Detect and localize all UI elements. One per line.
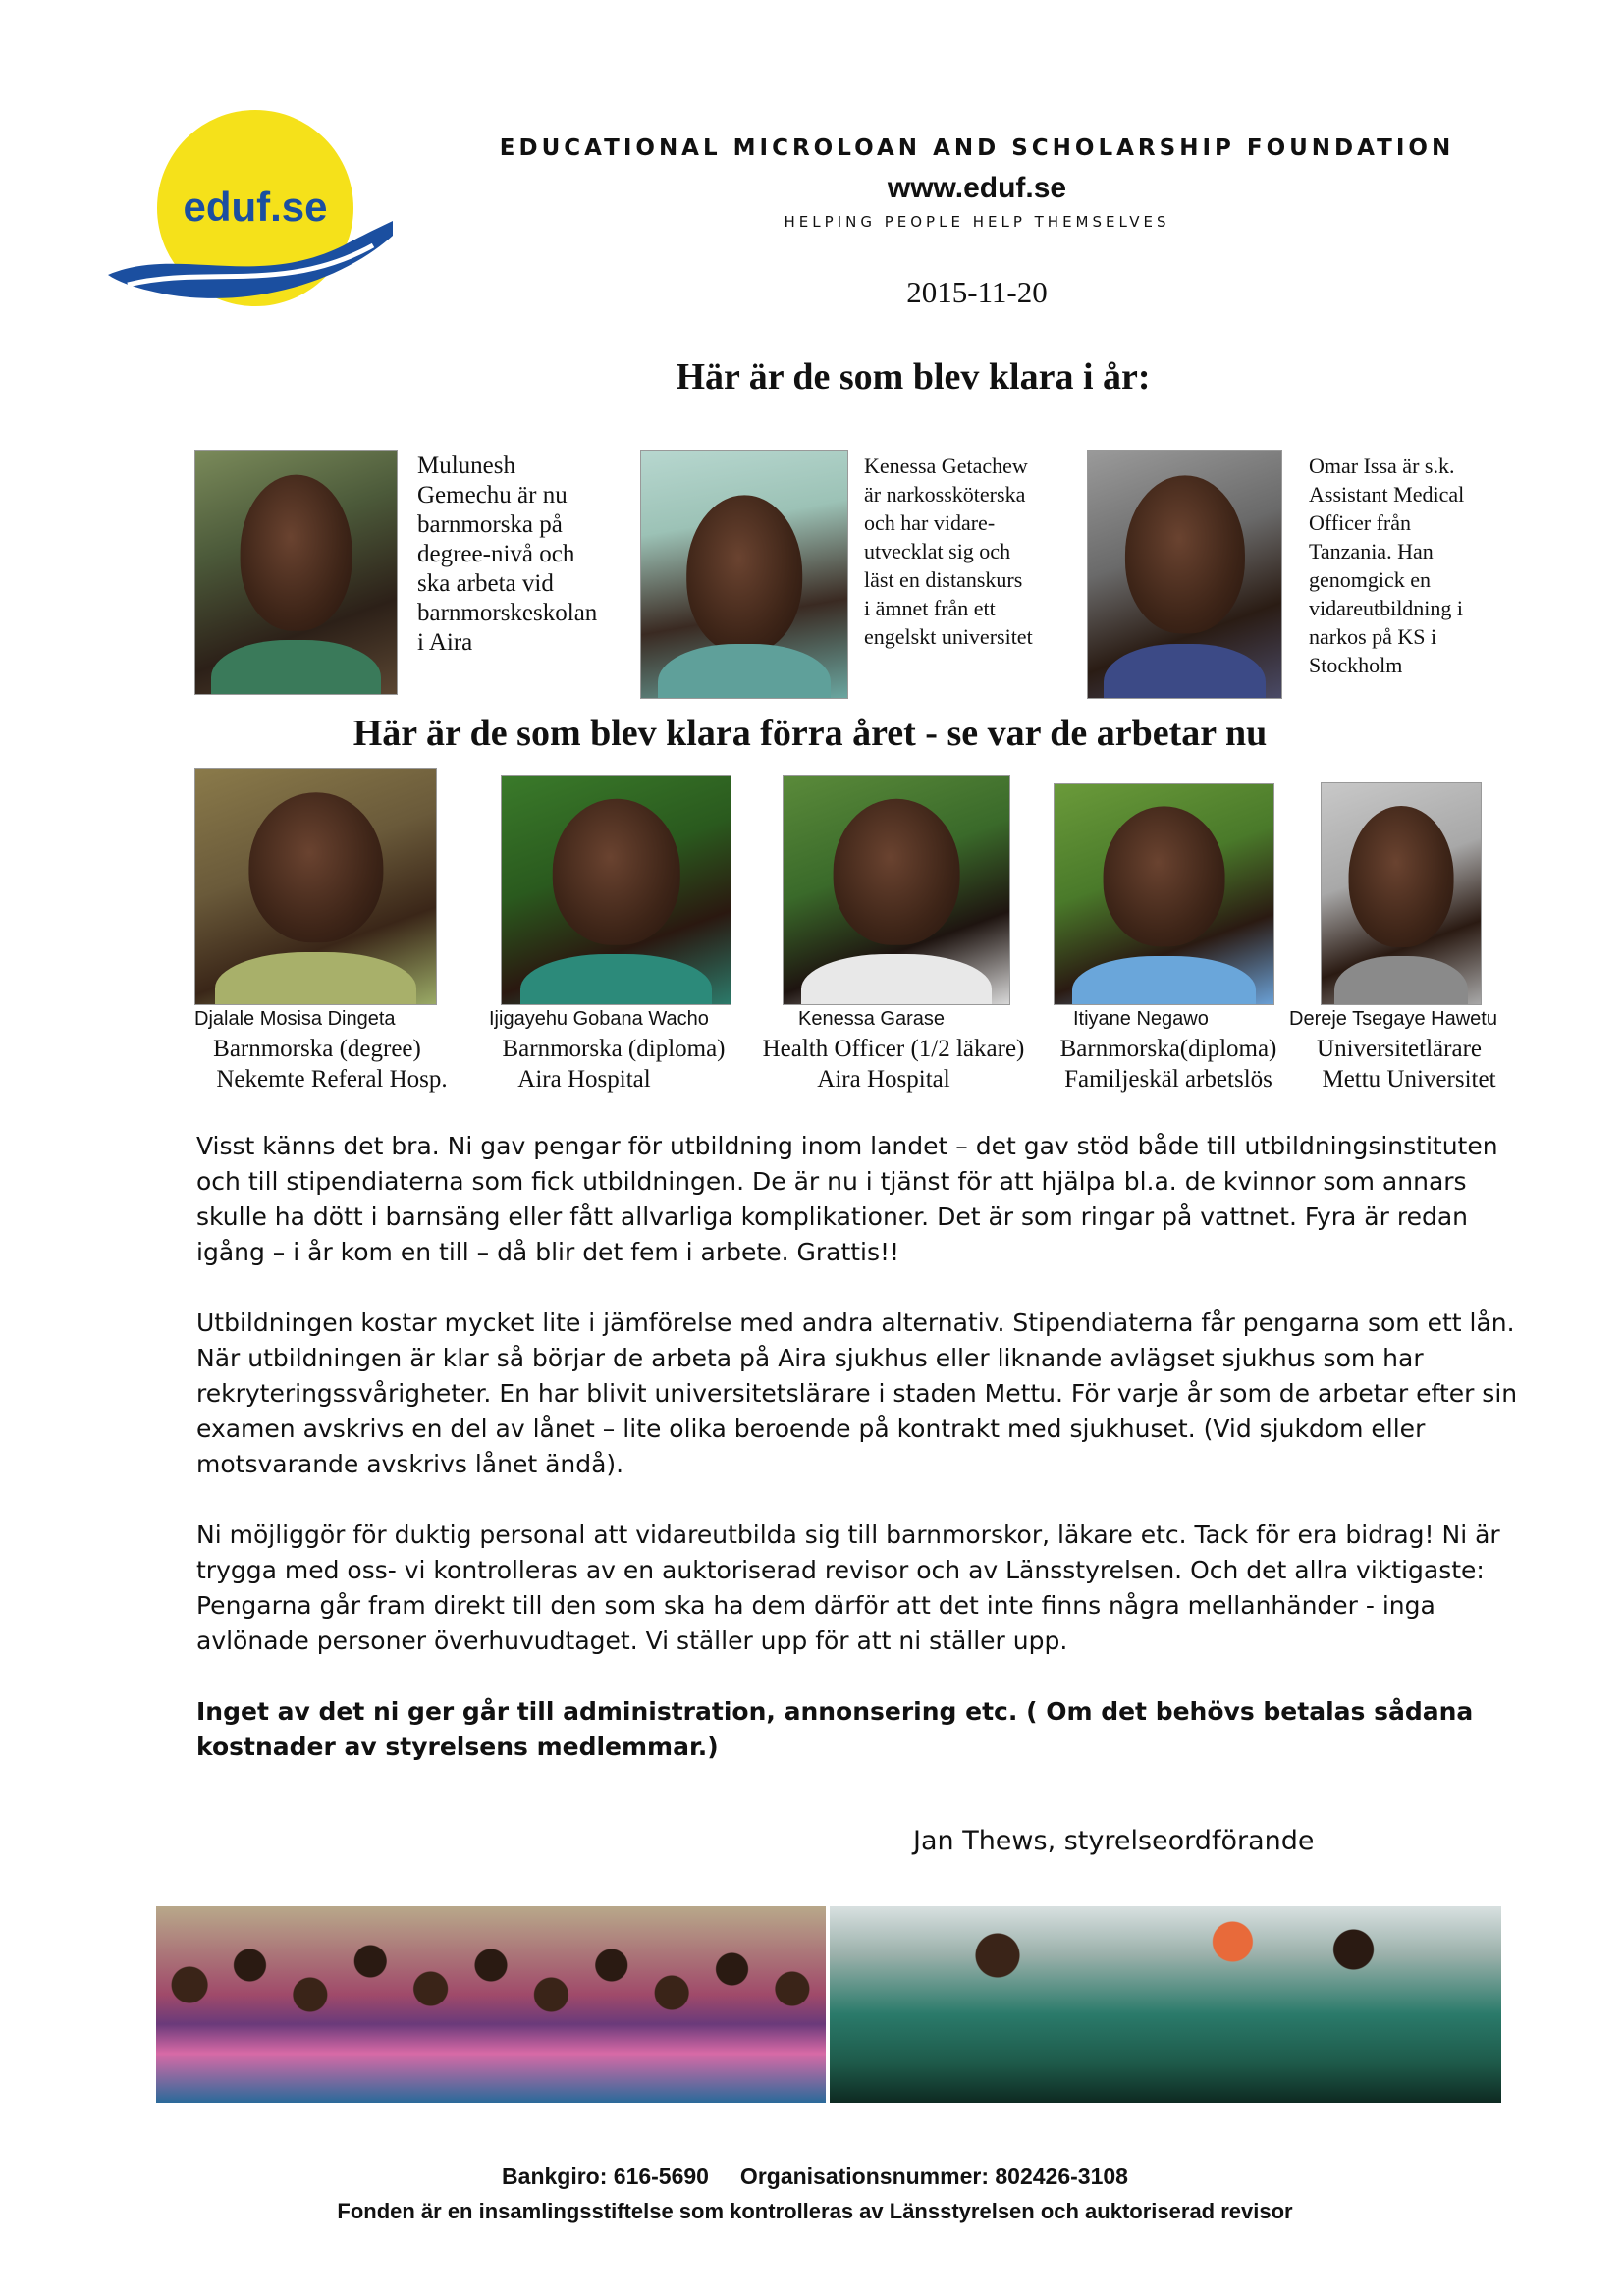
graduate-workplace: Familjeskäl arbetslös [1064,1066,1272,1093]
graduate-role: Health Officer (1/2 läkare) [762,1036,1025,1062]
paragraph-1: Visst känns det bra. Ni gav pengar för utbildning inom landet – det gav stöd både till utbildningsinstituten och till stipendiaterna som fick utbildningen. De är nu i tjänst för att hjälpa bl.a. de kvinnor som annars skulle ha dött i barnsäng eller fått allvarliga komplikationer. Det är som ringar på vattnet. Fyra är redan igång – i år kom en till – då blir det fem i arbete. Grattis!! [196,1132,1498,1266]
website-url[interactable]: www.eduf.se [887,172,1067,204]
graduate-workplace: Aira Hospital [517,1066,651,1093]
operating-room-photo [830,1906,1501,2103]
signature: Jan Thews, styrelseordförande [913,1826,1315,1856]
tagline: HELPING PEOPLE HELP THEMSELVES [784,213,1170,231]
portrait-omar-issa [1087,450,1282,699]
letter-date: 2015-11-20 [906,275,1048,309]
portrait-dereje [1321,782,1482,1005]
graduate-role: Barnmorska (diploma) [502,1036,726,1062]
paragraph-3: Ni möjliggör för duktig personal att vidareutbilda sig till barnmorskor, läkare etc. Tack för era bidrag! Ni är trygga med oss- vi kontrolleras av en auktoriserad revisor och av Länsstyrelsen. Och det allra viktigaste: Pengarna går fram direkt till den som ska ha dem därför att det inte finns några mellanhänder - inga avlönade personer överhuvudtaget. Vi ställer upp för att ni ställer upp. [196,1521,1500,1655]
portrait-ijigayehu [501,775,731,1005]
portrait-kenessa-garase [783,775,1010,1005]
group-photo [156,1906,826,2103]
graduate-role: Barnmorska(diploma) [1059,1036,1277,1062]
portrait-itiyane [1054,783,1274,1005]
caption-omar-issa: Omar Issa är s.k. Assistant Medical Officer från Tanzania. Han genomgick en vidareutbildning i narkos på KS i Stockholm [1309,454,1465,677]
portrait-kenessa-getachew [640,450,848,699]
graduate-role: Barnmorska (degree) [213,1036,421,1062]
caption-kenessa-getachew: Kenessa Getachew är narkossköterska och har vidare- utvecklat sig och läst en distanskurs i ämnet från ett engelskt universitet [864,454,1033,649]
graduate-name: Itiyane Negawo [1073,1008,1209,1030]
graduate-name: Kenessa Garase [798,1008,945,1030]
graduate-workplace: Aira Hospital [817,1066,950,1093]
graduate-workplace: Mettu Universitet [1322,1066,1496,1093]
portrait-djalale [194,768,437,1005]
graduate-workplace: Nekemte Referal Hosp. [216,1066,448,1093]
graduate-name: Djalale Mosisa Dingeta [194,1008,396,1030]
section1-heading: Här är de som blev klara i år: [676,356,1151,398]
foundation-notice: Fonden är en insamlingsstiftelse som kontrolleras av Länsstyrelsen och auktoriserad revisor [337,2199,1293,2223]
foundation-name: EDUCATIONAL MICROLOAN AND SCHOLARSHIP FOUNDATION [499,135,1455,161]
graduate-name: Ijigayehu Gobana Wacho [489,1008,709,1030]
graduate-role: Universitetlärare [1317,1036,1482,1062]
graduate-name: Dereje Tsegaye Hawetu [1289,1008,1497,1030]
paragraph-bold-notice: Inget av det ni ger går till administration, annonsering etc. ( Om det behövs betalas sådana kostnader av styrelsens medlemmar.) [196,1697,1474,1761]
portrait-mulunesh [194,450,398,695]
logo-text: eduf.se [183,184,328,230]
paragraph-2: Utbildningen kostar mycket lite i jämförelse med andra alternativ. Stipendiaterna får pengarna som ett lån. När utbildningen är klar så börjar de arbeta på Aira sjukhus eller liknande avlägset sjukhus som har rekryteringssvårigheter. En har blivit universitetslärare i staden Mettu. För varje år som de arbetar efter sin examen avskrivs en del av lånet – lite olika beroende på kontrakt med sjukhuset. (Vid sjukdom eller motsvarande avskrivs lånet ändå). [196,1308,1518,1478]
caption-mulunesh: Mulunesh Gemechu är nu barnmorska på degree-nivå och ska arbeta vid barnmorskeskolan i Aira [417,453,598,656]
eduf-logo [98,98,403,324]
bank-info: Bankgiro: 616-5690 Organisationsnummer: 802426-3108 [502,2163,1128,2189]
section2-heading: Här är de som blev klara förra året - se var de arbetar nu [352,713,1268,754]
